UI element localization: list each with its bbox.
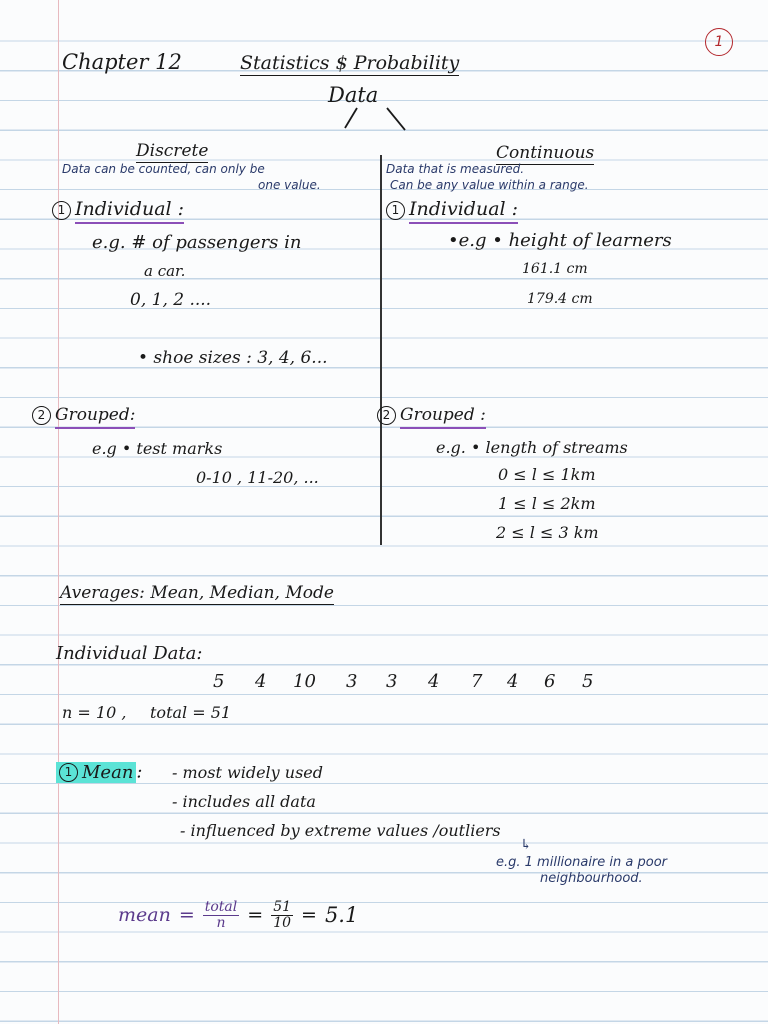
discrete-shoe-sizes: • shoe sizes : 3, 4, 6... — [138, 348, 328, 368]
continuous-individual-heading — [386, 200, 518, 220]
discrete-individual-heading — [52, 200, 184, 220]
discrete-individual-label: Individual : — [75, 198, 184, 224]
continuous-individual-number: 1 — [386, 201, 405, 220]
discrete-individual-example-line1: e.g. # of passengers in — [92, 232, 302, 253]
data-value: 4 — [507, 671, 519, 692]
mean-formula — [118, 900, 358, 932]
page-number: 1 — [705, 28, 733, 56]
averages-heading: Averages: Mean, Median, Mode — [60, 583, 334, 603]
discrete-individual-values: 0, 1, 2 .... — [130, 290, 212, 310]
discrete-grouped-heading — [32, 406, 135, 425]
continuous-individual-example: •e.g • height of learners — [448, 230, 672, 251]
discrete-heading: Discrete — [136, 141, 209, 161]
mean-highlight — [56, 762, 136, 783]
mean-formula-eq1: = — [178, 904, 195, 927]
outlier-example-line2: neighbourhood. — [540, 871, 643, 886]
continuous-value-2: 179.4 cm — [527, 291, 593, 307]
continuous-grouped-example: e.g. • length of streams — [436, 438, 628, 457]
continuous-value-1: 161.1 cm — [522, 261, 588, 277]
continuous-individual-label: Individual : — [409, 198, 518, 224]
data-value: 3 — [346, 671, 358, 692]
discrete-individual-number: 1 — [52, 201, 71, 220]
n-label: n = 10 , — [62, 703, 127, 722]
mean-result: 5.1 — [324, 903, 359, 928]
discrete-grouped-example: e.g • test marks — [92, 439, 223, 458]
data-value: 4 — [428, 671, 440, 692]
mean-formula-eq3: = — [301, 904, 317, 927]
mean-point-2: - includes all data — [172, 792, 316, 811]
continuous-grouped-number: 2 — [377, 406, 396, 425]
outlier-example-line1: e.g. 1 millionaire in a poor — [496, 855, 667, 870]
mean-colon: : — [136, 761, 143, 783]
continuous-range-1: 0 ≤ l ≤ 1km — [498, 465, 596, 484]
chapter-label: Chapter 12 — [62, 50, 182, 74]
fraction-denominator: n — [216, 915, 226, 932]
mean-formula-eq2: = — [247, 904, 264, 927]
column-divider — [380, 155, 382, 545]
discrete-grouped-number: 2 — [32, 406, 51, 425]
discrete-definition-line1: Data can be counted, can only be — [62, 162, 265, 176]
mean-formula-label: mean — [118, 904, 171, 927]
data-value: 3 — [386, 671, 398, 692]
continuous-grouped-heading — [377, 406, 486, 425]
data-value: 5 — [582, 671, 594, 692]
continuous-heading: Continuous — [496, 143, 595, 163]
discrete-individual-example-line2: a car. — [144, 262, 186, 280]
data-value: 6 — [544, 671, 556, 692]
data-value: 7 — [471, 671, 483, 692]
mean-heading — [56, 763, 143, 782]
mean-point-3: - influenced by extreme values /outliers — [180, 821, 501, 840]
discrete-definition-line2: one value. — [258, 178, 321, 192]
total-label: total = 51 — [150, 703, 232, 722]
mean-number: 1 — [59, 763, 78, 782]
data-value: 4 — [255, 671, 267, 692]
margin-line — [58, 0, 59, 1024]
continuous-range-3: 2 ≤ l ≤ 3 km — [496, 523, 599, 542]
data-value: 10 — [293, 671, 316, 692]
fraction-numerator: 51 — [273, 899, 292, 915]
page-title: Statistics $ Probability — [240, 52, 460, 74]
data-value: 5 — [213, 671, 225, 692]
mean-label: Mean — [82, 761, 134, 783]
discrete-grouped-values: 0-10 , 11-20, ... — [196, 468, 319, 487]
topic-label: Data — [328, 83, 379, 107]
fraction-total-over-n — [203, 900, 240, 932]
branch-lines — [335, 104, 415, 134]
fraction-denominator: 10 — [273, 915, 292, 932]
discrete-grouped-label: Grouped: — [55, 405, 135, 429]
mean-point-1: - most widely used — [172, 763, 324, 782]
outlier-arrow: ↳ — [520, 837, 532, 853]
continuous-grouped-label: Grouped : — [400, 405, 486, 429]
continuous-definition-line1: Data that is measured. — [386, 162, 525, 176]
continuous-range-2: 1 ≤ l ≤ 2km — [498, 494, 596, 513]
continuous-definition-line2: Can be any value within a range. — [390, 178, 589, 192]
fraction-numerator: total — [204, 899, 238, 915]
individual-data-label: Individual Data: — [56, 643, 203, 664]
fraction-51-over-10 — [271, 900, 293, 932]
